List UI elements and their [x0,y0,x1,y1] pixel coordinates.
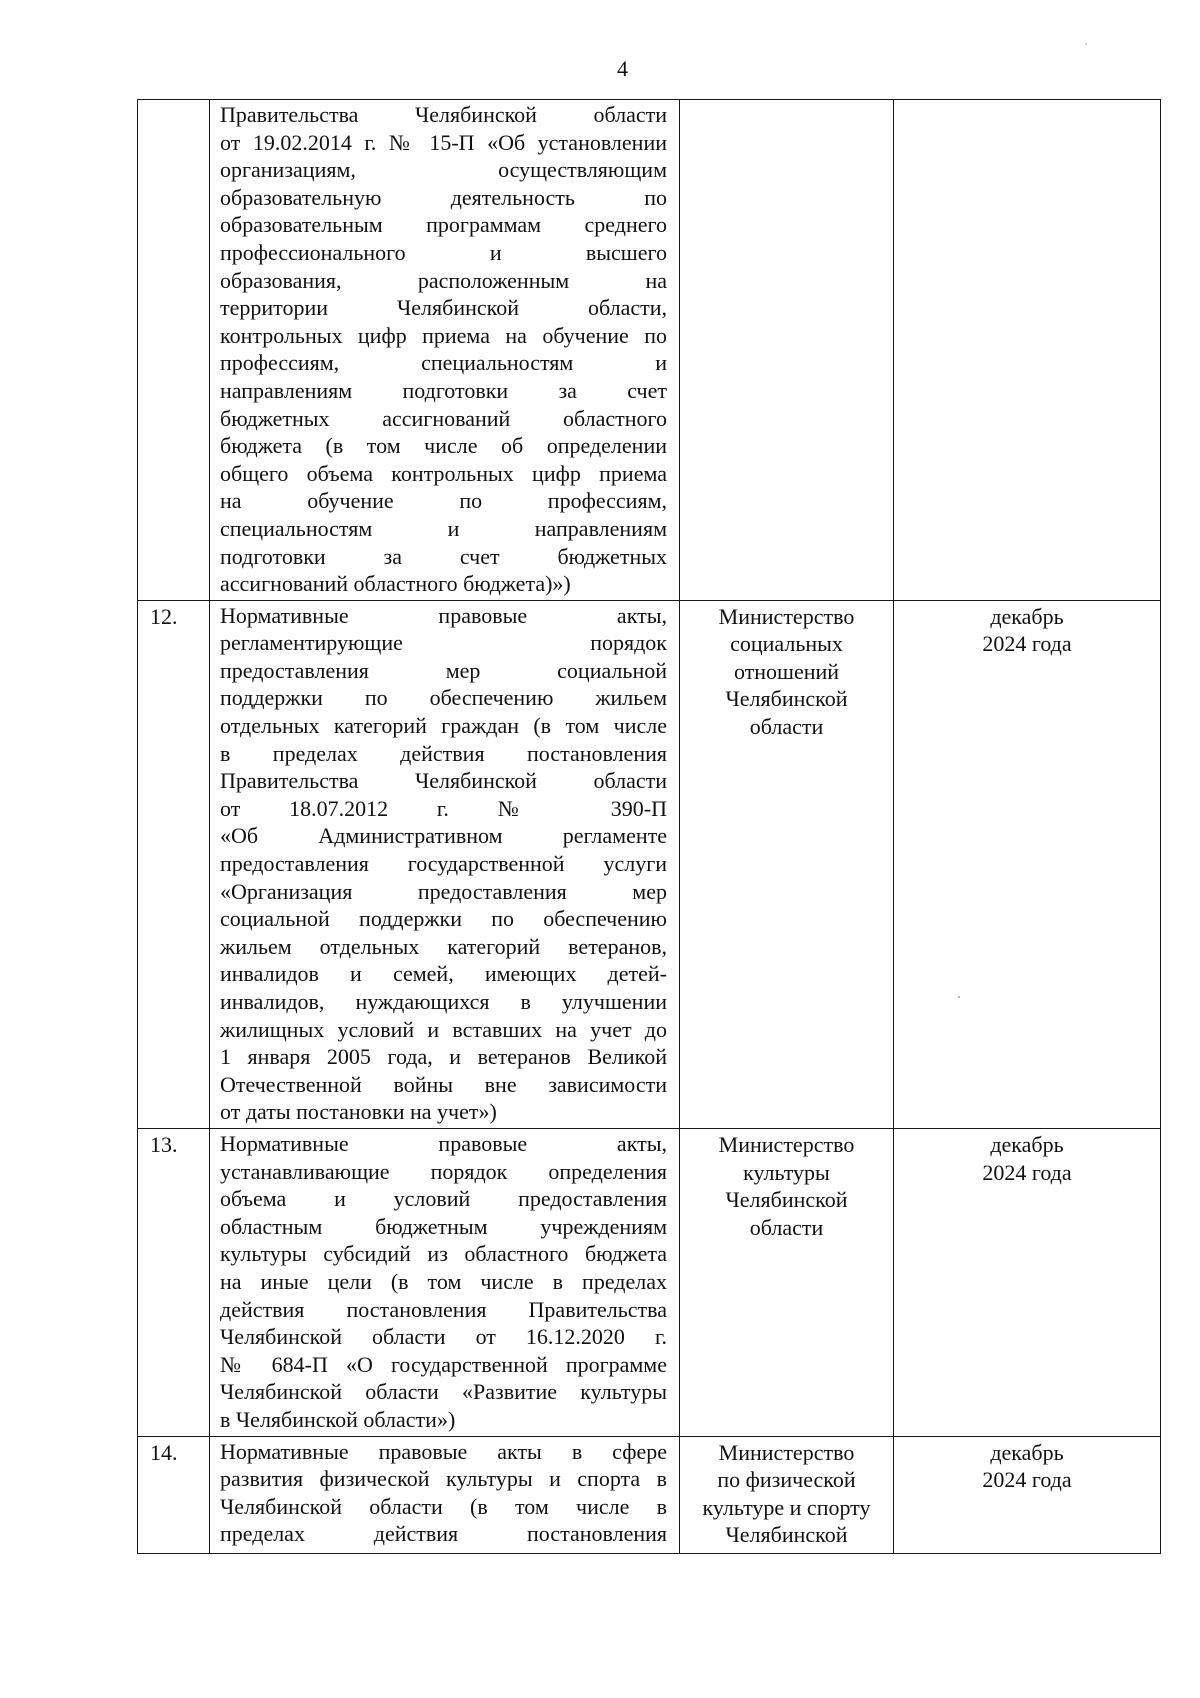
act-name-line: 1 января 2005 года, и ветеранов Великой [220,1044,667,1070]
act-name-cell [210,600,680,1128]
scan-speck [958,996,960,998]
act-name-line: в пределах действия постановления [220,740,667,766]
deadline-cell [894,100,1161,601]
act-name-line: социальной поддержки по обеспечению [220,906,667,932]
act-name-line: Отечественной войны вне зависимости [220,1071,667,1097]
act-name-cell [210,1436,680,1553]
act-name-line: культуры субсидий из областного бюджета [220,1241,667,1267]
act-name-line: профессионального и высшего [220,239,667,265]
act-name-line: Правительства Челябинской области [220,102,667,127]
table-row [138,1436,1161,1553]
act-name-line: «Организация предоставления мер [220,878,667,904]
act-name-line: в Челябинской области») [220,1406,456,1432]
table-row [138,100,1161,601]
act-name-line: общего объема контрольных цифр приема [220,460,667,486]
executor-line: области [749,714,824,740]
executor-cell [680,100,894,601]
act-name-line: Челябинской области (в том числе в [220,1493,667,1519]
row-number-cell [138,1436,210,1553]
act-name-line: инвалидов, нуждающихся в улучшении [220,989,667,1014]
act-name-line: направлениям подготовки за счет [220,377,667,403]
deadline-cell [894,1128,1161,1436]
act-name-line: от 18.07.2012 г. № 390-П [220,795,667,821]
executor-line: отношений [733,658,840,684]
act-name-line: Нормативные правовые акты, [220,602,667,628]
executor-line: культуре и спорту [702,1494,871,1520]
act-name-line: поддержки по обеспечению жильем [220,685,667,711]
row-number: 12. [150,603,178,629]
act-name-line: бюджета (в том числе об определении [220,433,667,459]
row-number: 13. [150,1131,178,1157]
act-name-line: ассигнований областного бюджета)») [220,571,571,597]
row-number-cell [138,100,210,601]
deadline-cell [894,600,1161,1128]
deadline-line: декабрь [990,1131,1064,1157]
act-name-line: жилищных условий и вставших на учет до [220,1016,667,1042]
table-row [138,1128,1161,1436]
executor-line: Челябинской [725,1187,848,1213]
act-name-line: территории Челябинской области, [220,295,667,321]
page-number: 4 [617,56,628,81]
deadline-cell [894,1436,1161,1553]
executor-line: Челябинской [725,1522,848,1548]
executor-line: Министерство [718,603,855,629]
act-name-line: на обучение по профессиям, [220,488,667,514]
executor-line: культуры [743,1159,830,1185]
scan-speck [1085,43,1087,45]
act-name-line: пределах действия постановления [220,1521,667,1547]
act-name-cell [210,1128,680,1436]
deadline-line: декабрь [990,1439,1064,1465]
executor-line: Министерство [718,1439,855,1465]
act-name-line: образовательным программам среднего [220,212,667,238]
row-number-cell [138,600,210,1128]
act-name-line: Челябинской области от 16.12.2020 г. [220,1324,667,1350]
act-name-line: предоставления мер социальной [220,657,667,683]
executor-line: Министерство [718,1131,855,1157]
act-name-line: «Об Административном регламенте [220,823,667,849]
executor-line: по физической [717,1467,856,1493]
act-name-cell [210,100,680,601]
table-body [138,100,1161,1554]
act-name-line: от даты постановки на учет») [220,1099,497,1125]
executor-cell [680,1128,894,1436]
act-name-line: жильем отдельных категорий ветеранов, [220,933,667,959]
table-row [138,600,1161,1128]
act-name-line: областным бюджетным учреждениям [220,1213,667,1239]
measures-table [137,99,1161,1554]
act-name-line: устанавливающие порядок определения [220,1158,667,1184]
executor-line: области [749,1214,824,1240]
row-number-cell [138,1128,210,1436]
act-name-line: от 19.02.2014 г. № 15-П «Об установлении [220,129,667,155]
act-name-line: Нормативные правовые акты, [220,1130,667,1156]
act-name-line: действия постановления Правительства [220,1296,667,1322]
act-name-line: организациям, осуществляющим [220,157,667,183]
act-name-line: бюджетных ассигнований областного [220,405,667,431]
row-number: 14. [150,1439,178,1465]
executor-cell [680,600,894,1128]
executor-cell [680,1436,894,1553]
act-name-line: объема и условий предоставления [220,1186,667,1212]
deadline-line: декабрь [990,603,1064,629]
act-name-line: Правительства Челябинской области [220,768,667,794]
act-name-line: развития физической культуры и спорта в [220,1466,667,1492]
act-name-line: контрольных цифр приема на обучение по [220,322,667,348]
executor-line: Челябинской [725,686,848,712]
act-name-line: образования, расположенным на [220,267,667,293]
act-name-line: подготовки за счет бюджетных [220,543,667,569]
act-name-line: Челябинской области «Развитие культуры [220,1379,667,1405]
act-name-line: № 684-П «О государственной программе [220,1351,667,1377]
deadline-line: 2024 года [982,1159,1072,1185]
deadline-line: 2024 года [982,1467,1072,1493]
act-name-line: специальностям и направлениям [220,515,667,541]
act-name-line: регламентирующие порядок [220,630,667,656]
executor-line: социальных [730,631,843,657]
act-name-line: Нормативные правовые акты в сфере [220,1438,667,1464]
act-name-line: образовательную деятельность по [220,184,667,210]
act-name-line: на иные цели (в том числе в пределах [220,1268,667,1294]
act-name-line: предоставления государственной услуги [220,851,667,877]
act-name-line: инвалидов и семей, имеющих детей- [220,961,667,987]
deadline-line: 2024 года [982,631,1072,657]
act-name-line: профессиям, специальностям и [220,350,667,376]
act-name-line: отдельных категорий граждан (в том числе [220,713,667,739]
